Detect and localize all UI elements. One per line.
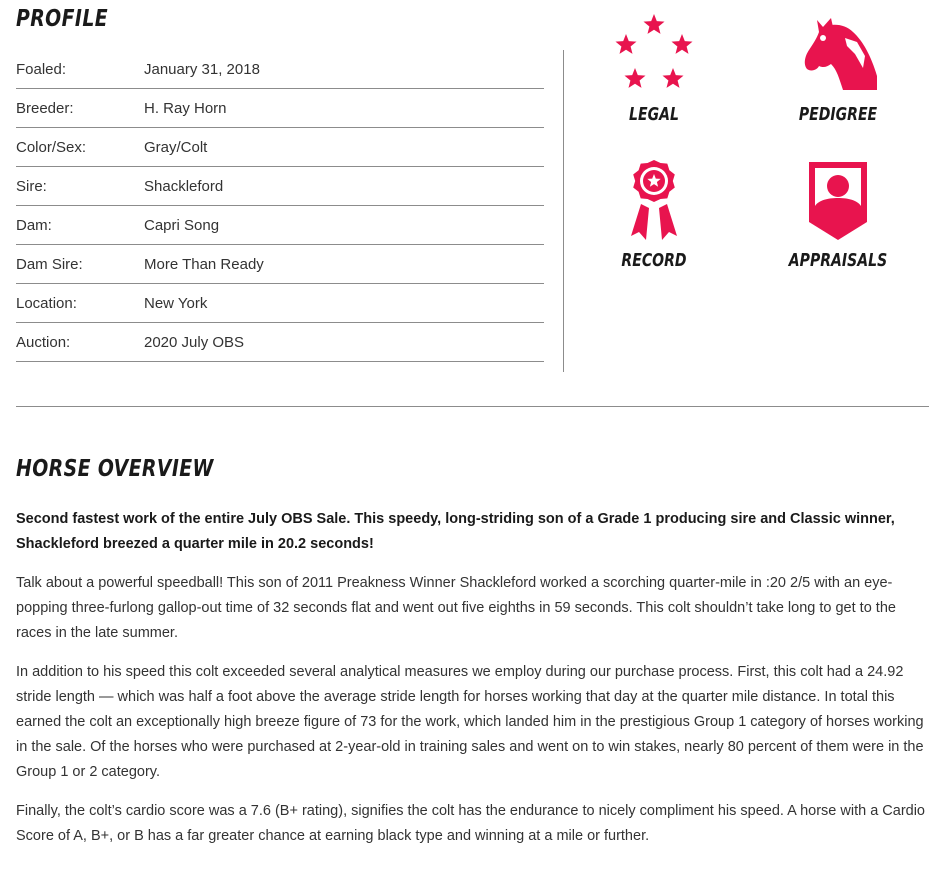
profile-table (16, 50, 544, 362)
award-ribbon-icon (609, 160, 699, 244)
profile-label: Breeder: (16, 99, 74, 117)
profile-value: Capri Song (144, 216, 220, 234)
overview-paragraph: Finally, the colt’s cardio score was a 7.6 (B+ rating), signifies the colt has the endurance to nicely compliment his speed. A horse with a Cardio Score of A, B+, or B has a far greater chance at earning black type and winning at a mile or further. (16, 803, 925, 844)
profile-row-dam-sire (16, 245, 544, 284)
overview-paragraph: Talk about a powerful speedball! This son of 2011 Preakness Winner Shackleford worked a scorching quarter-mile in :20 2/5 with an eye-popping three-furlong gallop-out time of 32 seconds flat and went out five eighths in 59 seconds. This colt shouldn’t take long to get to the races in the late summer. (16, 575, 896, 641)
profile-label: Dam: (16, 216, 52, 234)
profile-row-color-sex (16, 128, 544, 167)
profile-label: Sire: (16, 177, 47, 195)
feature-legal-link[interactable] (579, 14, 729, 125)
feature-label-pedigree: PEDIGREE (798, 104, 878, 125)
profile-row-location (16, 284, 544, 323)
profile-value: New York (144, 294, 208, 312)
profile-value: H. Ray Horn (144, 99, 227, 117)
feature-appraisals-link[interactable] (763, 160, 913, 271)
profile-label: Color/Sex: (16, 138, 87, 156)
overview-body (16, 507, 932, 863)
feature-label-appraisals: APPRAISALS (788, 250, 888, 271)
profile-row-breeder (16, 89, 544, 128)
overview-title: HORSE OVERVIEW (16, 456, 214, 482)
profile-value: Gray/Colt (144, 138, 208, 156)
feature-label-legal: LEGAL (629, 104, 679, 125)
profile-value: More Than Ready (144, 255, 264, 273)
profile-title: PROFILE (16, 6, 109, 32)
feature-pedigree-link[interactable] (763, 14, 913, 125)
profile-label: Foaled: (16, 60, 67, 78)
overview-paragraph: In addition to his speed this colt exceeded several analytical measures we employ during our purchase process. First, this colt had a 24.92 stride length — which was half a foot above the average stride length for horses working that day at the quarter mile distance. In total this earned the colt an exceptionally high breeze figure of 73 for the work, which landed him in the prestigious Group 1 category of horses working in the sale. Of the horses who were purchased at 2-year-old in training sales and went on to win stakes, nearly 80 percent of them were in the Group 1 or 2 category. (16, 664, 924, 780)
horse-head-icon (793, 14, 883, 98)
vertical-divider (563, 50, 564, 372)
profile-value: January 31, 2018 (144, 60, 260, 78)
overview-lead: Second fastest work of the entire July OBS Sale. This speedy, long-striding son of a Grade 1 producing sire and Classic winner, Shackleford breezed a quarter mile in 20.2 seconds! (16, 511, 895, 552)
profile-label: Dam Sire: (16, 255, 83, 273)
feature-label-record: RECORD (621, 250, 687, 271)
five-stars-icon (609, 14, 699, 98)
portrait-frame-icon (793, 160, 883, 244)
profile-row-dam (16, 206, 544, 245)
feature-record-link[interactable] (579, 160, 729, 271)
horizontal-divider (16, 406, 929, 407)
profile-label: Location: (16, 294, 77, 312)
profile-row-foaled (16, 50, 544, 89)
profile-value: Shackleford (144, 177, 224, 195)
profile-value: 2020 July OBS (144, 333, 245, 351)
profile-row-auction (16, 323, 544, 362)
profile-row-sire (16, 167, 544, 206)
profile-label: Auction: (16, 333, 71, 351)
